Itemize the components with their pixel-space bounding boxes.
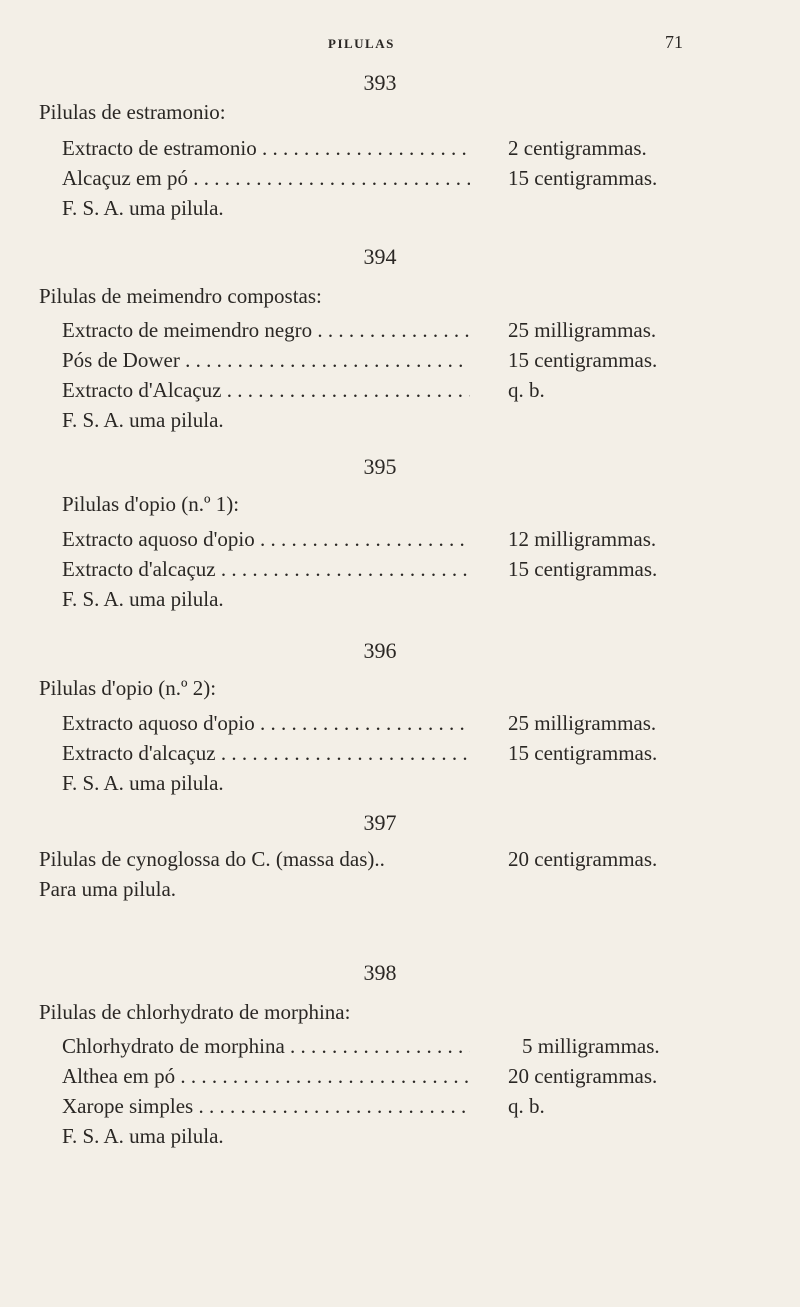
ingredient-row bbox=[0, 136, 800, 164]
ingredient-row bbox=[0, 1064, 800, 1092]
recipe-number: 393 bbox=[363, 70, 397, 95]
ingredient-quantity: 15 centigrammas. bbox=[508, 557, 658, 581]
recipe-title-row bbox=[0, 847, 800, 875]
recipe-title: Pilulas de estramonio: bbox=[39, 100, 226, 124]
ingredient-name: Extracto d'Alcaçuz . . . bbox=[62, 378, 470, 403]
ingredient-name: Alcaçuz em pó . . . bbox=[62, 166, 470, 191]
note-text: F. S. A. uma pilula. bbox=[62, 771, 224, 795]
ingredient-row bbox=[0, 741, 800, 769]
running-title: PILULAS bbox=[328, 36, 395, 51]
ingredient-quantity: 5 milligrammas. bbox=[522, 1034, 660, 1058]
note-text: F. S. A. uma pilula. bbox=[62, 587, 224, 611]
ingredient-name: Extracto d'alcaçuz . . . bbox=[62, 741, 470, 766]
recipe-number: 394 bbox=[363, 244, 397, 269]
recipe-number: 398 bbox=[363, 960, 397, 985]
preparation-note bbox=[0, 771, 800, 799]
recipe-title: Pilulas d'opio (n.º 2): bbox=[39, 676, 217, 700]
ingredient-quantity: 2 centigrammas. bbox=[508, 136, 647, 160]
recipe-quantity: 20 centigrammas. bbox=[508, 847, 658, 871]
ingredient-quantity: q. b. bbox=[508, 1094, 545, 1118]
ingredient-name: Extracto de estramonio . . . bbox=[62, 136, 470, 161]
ingredient-quantity: q. b. bbox=[508, 378, 545, 402]
ingredient-name: Xarope simples . . . bbox=[62, 1094, 470, 1119]
ingredient-row bbox=[0, 1094, 800, 1122]
ingredient-name: Extracto de meimendro negro . . . bbox=[62, 318, 470, 343]
ingredient-row bbox=[0, 527, 800, 555]
ingredient-quantity: 15 centigrammas. bbox=[508, 166, 658, 190]
note-text: F. S. A. uma pilula. bbox=[62, 196, 224, 220]
ingredient-row bbox=[0, 1034, 800, 1062]
preparation-note bbox=[0, 196, 800, 224]
ingredient-row bbox=[0, 166, 800, 194]
ingredient-row bbox=[0, 378, 800, 406]
ingredient-row bbox=[0, 557, 800, 585]
recipe-number: 397 bbox=[363, 810, 397, 835]
ingredient-quantity: 25 milligrammas. bbox=[508, 711, 657, 735]
ingredient-name: Pós de Dower . . . bbox=[62, 348, 470, 373]
recipe-number: 396 bbox=[363, 638, 397, 663]
ingredient-row bbox=[0, 711, 800, 739]
ingredient-quantity: 25 milligrammas. bbox=[508, 318, 657, 342]
page-header bbox=[0, 32, 800, 56]
ingredient-quantity: 15 centigrammas. bbox=[508, 741, 658, 765]
recipe-number: 395 bbox=[363, 454, 397, 479]
note-text: Para uma pilula. bbox=[39, 877, 177, 901]
ingredient-quantity: 20 centigrammas. bbox=[508, 1064, 658, 1088]
ingredient-row bbox=[0, 318, 800, 346]
preparation-note bbox=[0, 877, 800, 905]
preparation-note bbox=[0, 1124, 800, 1152]
recipe-title: Pilulas de chlorhydrato de morphina: bbox=[39, 1000, 351, 1024]
recipe-title: Pilulas de meimendro compostas: bbox=[39, 284, 322, 308]
ingredient-name: Chlorhydrato de morphina . . . bbox=[62, 1034, 470, 1059]
ingredient-name: Extracto aquoso d'opio . . . bbox=[62, 527, 470, 552]
ingredient-name: Althea em pó . . . bbox=[62, 1064, 470, 1089]
recipe-title: Pilulas d'opio (n.º 1): bbox=[62, 492, 240, 516]
ingredient-row bbox=[0, 348, 800, 376]
ingredient-quantity: 12 milligrammas. bbox=[508, 527, 657, 551]
note-text: F. S. A. uma pilula. bbox=[62, 1124, 224, 1148]
recipe-title: Pilulas de cynoglossa do C. (massa das).. bbox=[39, 847, 385, 871]
preparation-note bbox=[0, 408, 800, 436]
preparation-note bbox=[0, 587, 800, 615]
ingredient-name: Extracto aquoso d'opio . . . bbox=[62, 711, 470, 736]
ingredient-name: Extracto d'alcaçuz . . . bbox=[62, 557, 470, 582]
page-number: 71 bbox=[665, 32, 683, 52]
note-text: F. S. A. uma pilula. bbox=[62, 408, 224, 432]
ingredient-quantity: 15 centigrammas. bbox=[508, 348, 658, 372]
